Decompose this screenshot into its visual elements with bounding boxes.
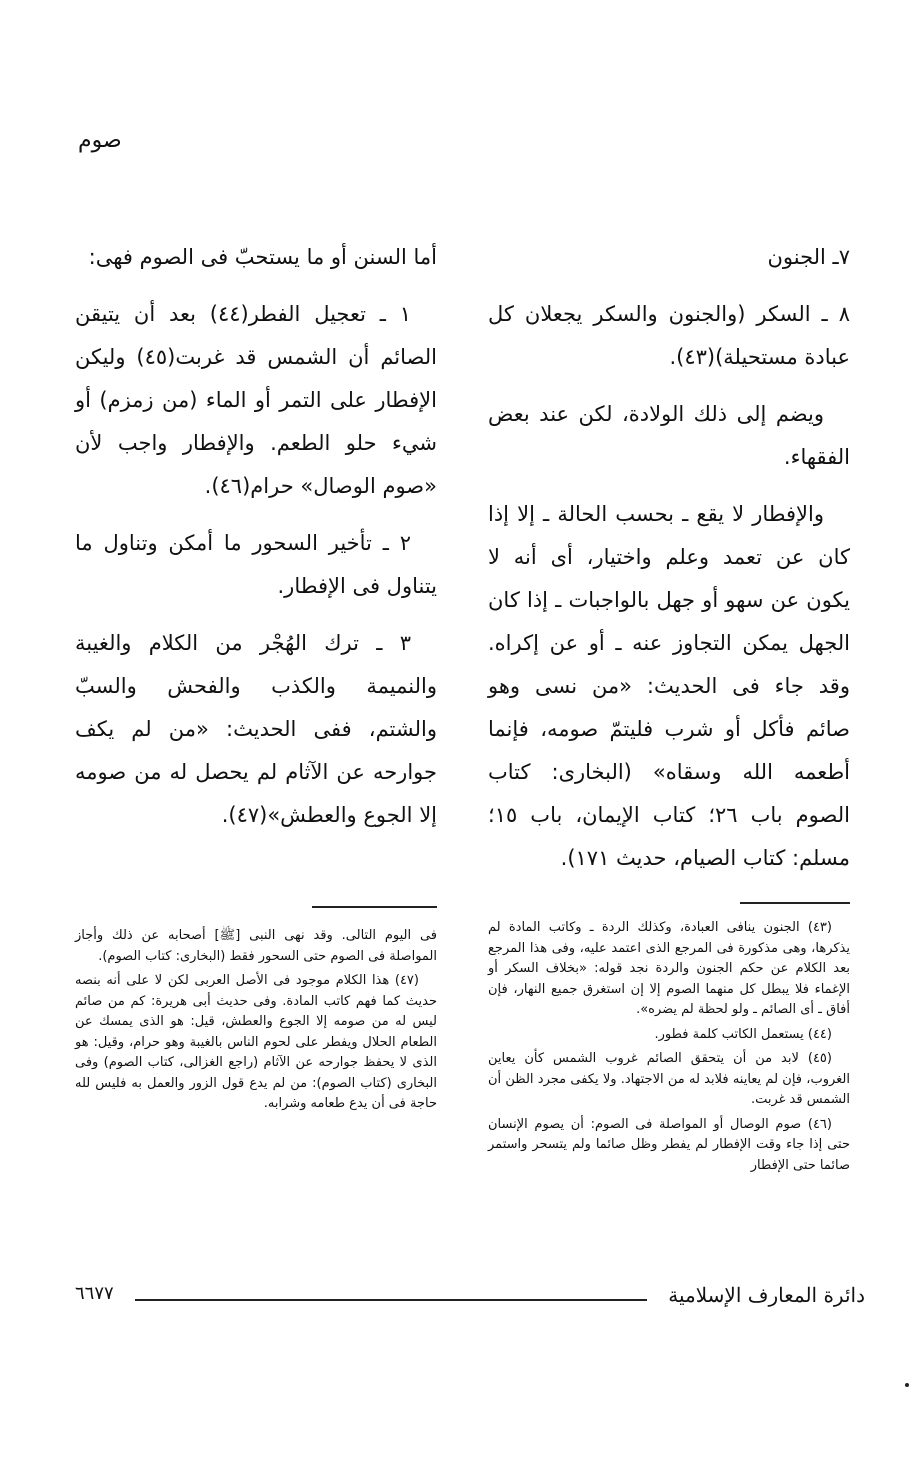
- footnote-divider: [740, 902, 850, 904]
- footnotes-left: [75, 926, 437, 1119]
- footnote-divider: [312, 906, 437, 908]
- footnote-47: (٤٧) هذا الكلام موجود فى الأصل العربى لكن لا على أنه بنصه حديث كما فهم كاتب المادة. وفى حديث أبى هريرة: كم من صائم ليس له من صومه إلا الجوع والعطش، قيل: هو الذى يمسك عن الطعام الحلال ويفطر على لحوم الناس بالغيبة وهو حرام، وقيل: هو الذى لا يحفظ جوارحه عن الآثام (راجع الغزالى، كتاب الصوم) وفى البخارى (كتاب الصوم): من لم يدع قول الزور والعمل به فليس لله حاجة فى أن يدع طعامه وشرابه.: [75, 973, 437, 1111]
- section-intro: أما السنن أو ما يستحبّ فى الصوم فهى:: [88, 245, 437, 269]
- footnote-46-continued: فى اليوم التالى. وقد نهى النبى [ﷺ] أصحابه عن ذلك وأجاز المواصلة فى الصوم حتى السحور فقط (البخارى: كتاب الصوم).: [75, 928, 437, 964]
- footnote-44: (٤٤) يستعمل الكاتب كلمة فطور.: [654, 1026, 832, 1042]
- list-item-3: ٣ ـ ترك الهُجْر من الكلام والغيبة والنميمة والكذب والفحش والسبّ والشتم، ففى الحديث: «من لم يكف جوارحه عن الآثام لم يحصل له من صومه إلا الجوع والعطش»(٤٧).: [75, 631, 437, 827]
- footnotes-right: [488, 918, 850, 1180]
- right-text-column: [488, 236, 850, 894]
- list-item-1: ١ ـ تعجيل الفطر(٤٤) بعد أن يتيقن الصائم أن الشمس قد غربت(٤٥) وليكن الإفطار على التمر أو الماء (من زمزم) أو شيء حلو الطعم. والإفطار واجب لأن «صوم الوصال» حرام(٤٦).: [75, 302, 437, 498]
- footer-rule: [135, 1299, 647, 1301]
- running-header: صوم: [78, 128, 122, 153]
- footnote-46: (٤٦) صوم الوصال أو المواصلة فى الصوم: أن يصوم الإنسان حتى إذا جاء وقت الإفطار لم يفطر وظل صائما ولم يتسحر واستمر صائما حتى الإفطار: [488, 1116, 850, 1173]
- list-item-2: ٢ ـ تأخير السحور ما أمكن وتناول ما يتناول فى الإفطار.: [75, 531, 437, 598]
- page-number: ٦٦٧٧: [75, 1283, 114, 1304]
- footer-publication-title: دائرة المعارف الإسلامية: [668, 1283, 865, 1307]
- page-footer: [75, 1283, 865, 1313]
- body-paragraph: والإفطار لا يقع ـ بحسب الحالة ـ إلا إذا كان عن تعمد وعلم واختيار، أى أنه لا يكون عن سهو أو جهل بالواجبات ـ إذا كان الجهل يمكن التجاوز عنه ـ أو عن إكراه. وقد جاء فى الحديث: «من نسى وهو صائم فأكل أو شرب فليتمّ صومه، فإنما أطعمه الله وسقاه» (البخارى: كتاب الصوم باب ٢٦؛ كتاب الإيمان، باب ١٥؛ مسلم: كتاب الصيام، حديث ١٧١).: [488, 502, 850, 870]
- scan-mark: [905, 1383, 909, 1387]
- footnote-43: (٤٣) الجنون ينافى العبادة، وكذلك الردة ـ وكاتب المادة لم يذكرها، وهى مذكورة فى المرجع الذى اعتمد عليه، وفى هذا المرجع بعد الكلام عن حكم الجنون والردة نجد قوله: «بخلاف السكر أو الإغماء فلا يبطل كل منهما الصوم إلا إن استغرق جميع النهار، فإن أفاق ـ أى الصائم ـ ولو لحظة لم يضره».: [488, 920, 850, 1017]
- list-item-8: ٨ ـ السكر (والجنون والسكر يجعلان كل عبادة مستحيلة)(٤٣).: [488, 302, 850, 369]
- body-paragraph: ويضم إلى ذلك الولادة، لكن عند بعض الفقهاء.: [488, 402, 850, 469]
- list-item-7: ٧ـ الجنون: [767, 245, 850, 269]
- footnote-45: (٤٥) لابد من أن يتحقق الصائم غروب الشمس كأن يعاين الغروب، فإن لم يعاينه فلابد له من الاجتهاد. ولا يكفى مجرد الظن أن الشمس قد غربت.: [488, 1051, 850, 1107]
- left-text-column: [75, 236, 437, 851]
